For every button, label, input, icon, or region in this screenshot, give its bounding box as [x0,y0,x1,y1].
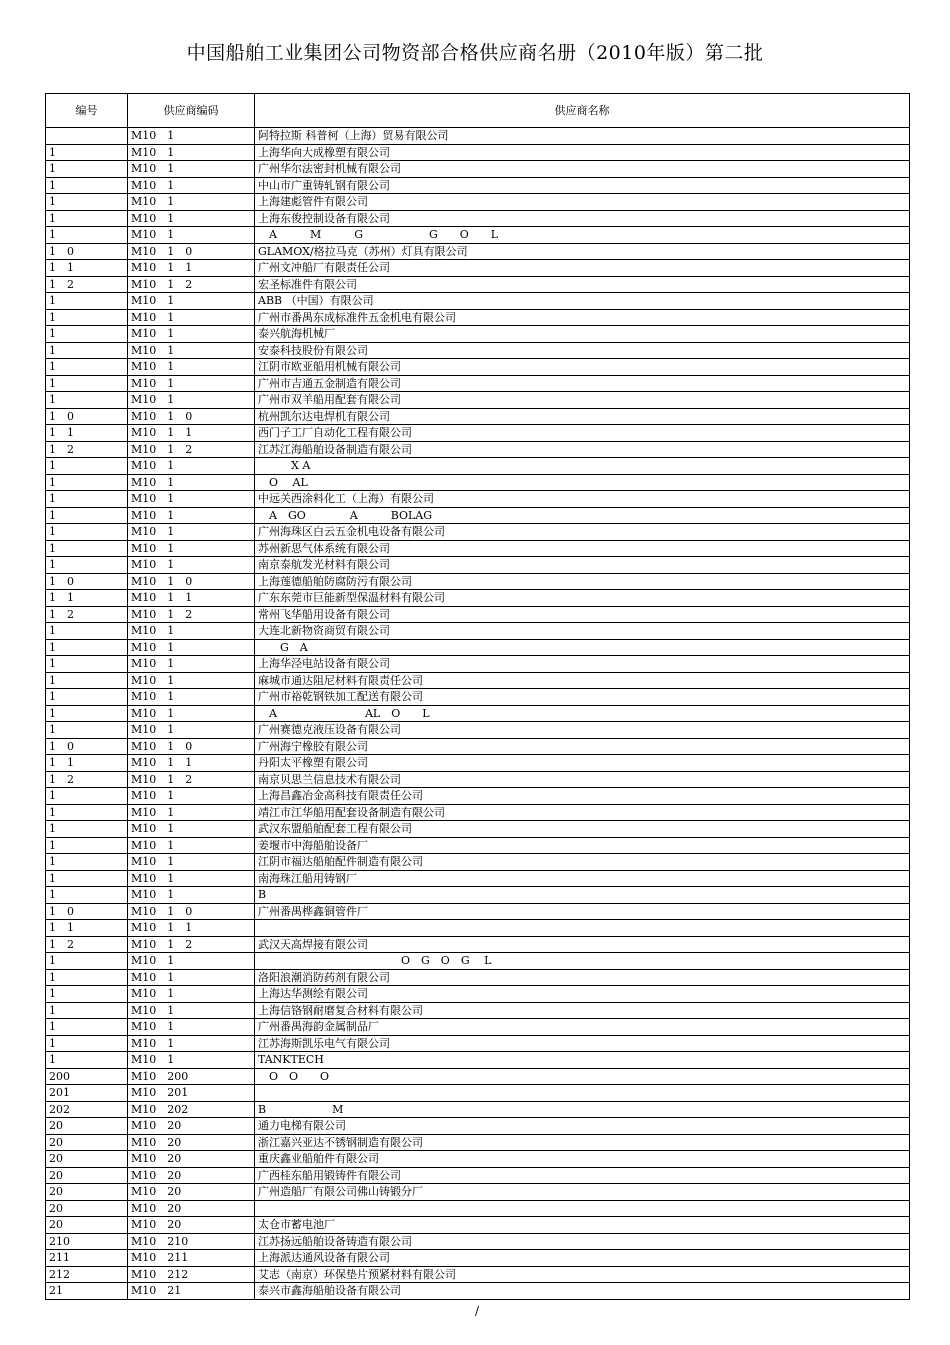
supplier-table [45,93,910,1300]
cell-name: 广东东莞市巨能新型保温材料有限公司 [255,590,910,607]
table-row [46,293,910,310]
table-row [46,194,910,211]
cell-name: B [255,887,910,904]
cell-code: M10 1 [128,953,255,970]
cell-code: M10 1 [128,524,255,541]
cell-code: M10 20 [128,1217,255,1234]
cell-name: 广州番禺海韵金属制品厂 [255,1019,910,1036]
cell-code: M10 1 2 [128,606,255,623]
cell-code: M10 1 1 [128,425,255,442]
cell-id: 1 [46,194,128,211]
cell-name: 麻城市通达阻尼材料有限责任公司 [255,672,910,689]
table-row [46,392,910,409]
table-row [46,1035,910,1052]
cell-id: 1 [46,1052,128,1069]
cell-id: 1 2 [46,936,128,953]
table-row [46,375,910,392]
cell-code: M10 20 [128,1118,255,1135]
table-row [46,128,910,145]
cell-id: 1 [46,342,128,359]
table-row [46,425,910,442]
cell-code: M10 1 [128,623,255,640]
table-row [46,1283,910,1300]
cell-name: 中远关西涂料化工（上海）有限公司 [255,491,910,508]
cell-id: 202 [46,1101,128,1118]
table-row [46,260,910,277]
cell-id: 1 [46,144,128,161]
cell-id: 1 [46,656,128,673]
cell-id: 1 [46,491,128,508]
cell-code: M10 1 [128,1035,255,1052]
cell-id: 200 [46,1068,128,1085]
cell-code: M10 1 [128,326,255,343]
cell-id: 1 1 [46,920,128,937]
table-row [46,953,910,970]
table-row [46,458,910,475]
cell-code: M10 1 1 [128,260,255,277]
cell-id: 1 [46,540,128,557]
cell-id: 1 1 [46,590,128,607]
cell-code: M10 1 [128,507,255,524]
cell-name: TANKTECH [255,1052,910,1069]
cell-id: 20 [46,1217,128,1234]
cell-name: 武汉东盟船舶配套工程有限公司 [255,821,910,838]
cell-code: M10 20 [128,1200,255,1217]
cell-name: 广州番禺桦鑫铜管件厂 [255,903,910,920]
table-row [46,144,910,161]
cell-id: 1 0 [46,243,128,260]
cell-id: 1 1 [46,755,128,772]
cell-code: M10 200 [128,1068,255,1085]
cell-id: 1 [46,953,128,970]
cell-name: 中山市广重铸轧钢有限公司 [255,177,910,194]
table-row [46,903,910,920]
cell-id: 1 1 [46,425,128,442]
cell-code: M10 1 [128,540,255,557]
cell-code: M10 1 [128,227,255,244]
cell-code: M10 1 [128,342,255,359]
header-name: 供应商名称 [255,94,910,128]
table-row [46,177,910,194]
table-row [46,276,910,293]
cell-code: M10 1 0 [128,738,255,755]
table-row [46,1217,910,1234]
cell-code: M10 1 [128,458,255,475]
cell-name: 浙江嘉兴亚达不锈钢制造有限公司 [255,1134,910,1151]
cell-code: M10 1 [128,854,255,871]
cell-code: M10 1 [128,177,255,194]
cell-code: M10 1 [128,557,255,574]
cell-name: 西门子工厂自动化工程有限公司 [255,425,910,442]
table-row [46,722,910,739]
cell-name: 广州市双羊船用配套有限公司 [255,392,910,409]
cell-id: 201 [46,1085,128,1102]
cell-name: A M G G O L [255,227,910,244]
cell-id: 1 [46,227,128,244]
cell-code: M10 1 [128,672,255,689]
table-row [46,705,910,722]
cell-name: 广州赛德克液压设备有限公司 [255,722,910,739]
cell-id: 20 [46,1200,128,1217]
cell-code: M10 1 2 [128,771,255,788]
cell-name: A GO A BOLAG [255,507,910,524]
table-row [46,1134,910,1151]
cell-id: 1 2 [46,606,128,623]
cell-code: M10 1 [128,194,255,211]
cell-id: 20 [46,1184,128,1201]
cell-code: M10 1 [128,788,255,805]
cell-code: M10 1 [128,705,255,722]
cell-code: M10 212 [128,1266,255,1283]
cell-id: 1 [46,837,128,854]
cell-name: 太仓市蓄电池厂 [255,1217,910,1234]
cell-code: M10 1 [128,144,255,161]
cell-code: M10 1 [128,375,255,392]
table-row [46,854,910,871]
cell-id: 1 [46,870,128,887]
table-row [46,672,910,689]
cell-code: M10 1 [128,128,255,145]
cell-name: 广州市吉通五金制造有限公司 [255,375,910,392]
cell-id: 1 [46,524,128,541]
cell-name [255,1200,910,1217]
table-row [46,1167,910,1184]
table-row [46,210,910,227]
table-row [46,342,910,359]
table-row [46,738,910,755]
cell-code: M10 1 [128,210,255,227]
table-row [46,870,910,887]
cell-code: M10 1 [128,359,255,376]
table-row [46,1085,910,1102]
cell-id: 1 [46,293,128,310]
cell-name: 姜堰市中海船舶设备厂 [255,837,910,854]
table-row [46,821,910,838]
cell-name: 江阴市福达船舶配件制造有限公司 [255,854,910,871]
table-row [46,359,910,376]
table-row [46,474,910,491]
cell-name: 江苏海斯凯乐电气有限公司 [255,1035,910,1052]
table-row [46,1250,910,1267]
table-row [46,1019,910,1036]
cell-name: GLAMOX/格拉马克（苏州）灯具有限公司 [255,243,910,260]
cell-name: 常州飞华船用设备有限公司 [255,606,910,623]
cell-code: M10 1 [128,804,255,821]
cell-id: 1 [46,507,128,524]
cell-code: M10 1 [128,969,255,986]
cell-name: 洛阳浪潮消防药剂有限公司 [255,969,910,986]
header-id: 编号 [46,94,128,128]
table-row [46,507,910,524]
cell-id: 1 [46,458,128,475]
table-row [46,326,910,343]
cell-name: B M [255,1101,910,1118]
cell-code: M10 20 [128,1151,255,1168]
cell-name: 安泰科技股份有限公司 [255,342,910,359]
cell-code: M10 1 [128,491,255,508]
cell-code: M10 20 [128,1167,255,1184]
cell-id: 1 [46,705,128,722]
cell-name: 江苏扬远船舶设备铸造有限公司 [255,1233,910,1250]
cell-name: 大连北新物资商贸有限公司 [255,623,910,640]
table-row [46,804,910,821]
cell-name: 广州市裕乾钢铁加工配送有限公司 [255,689,910,706]
cell-name: 通力电梯有限公司 [255,1118,910,1135]
cell-code: M10 202 [128,1101,255,1118]
cell-id: 1 0 [46,903,128,920]
cell-code: M10 1 [128,1002,255,1019]
table-row [46,986,910,1003]
cell-code: M10 1 [128,656,255,673]
cell-name: 上海莲德船舶防腐防污有限公司 [255,573,910,590]
table-row [46,689,910,706]
table-row [46,656,910,673]
table-row [46,227,910,244]
cell-code: M10 1 [128,821,255,838]
cell-name: 杭州凯尔达电焊机有限公司 [255,408,910,425]
cell-id: 1 [46,177,128,194]
cell-name: 南海珠江船用铸钢厂 [255,870,910,887]
table-row [46,755,910,772]
table-row [46,441,910,458]
cell-code: M10 1 [128,870,255,887]
cell-name: X A [255,458,910,475]
table-row [46,1068,910,1085]
cell-name: O O O [255,1068,910,1085]
cell-code: M10 1 [128,293,255,310]
cell-code: M10 1 0 [128,408,255,425]
cell-id: 20 [46,1151,128,1168]
cell-name: 广州海珠区白云五金机电设备有限公司 [255,524,910,541]
cell-name: 上海派达通风设备有限公司 [255,1250,910,1267]
cell-code: M10 1 2 [128,936,255,953]
cell-id: 1 [46,639,128,656]
cell-id: 1 0 [46,408,128,425]
cell-id: 211 [46,1250,128,1267]
cell-id: 1 [46,689,128,706]
cell-code: M10 201 [128,1085,255,1102]
cell-name: 艾志（南京）环保垫片预紧材料有限公司 [255,1266,910,1283]
cell-name [255,920,910,937]
cell-id: 20 [46,1167,128,1184]
cell-name: 丹阳太平橡塑有限公司 [255,755,910,772]
cell-name: 苏州新思气体系统有限公司 [255,540,910,557]
cell-id: 1 [46,821,128,838]
cell-name [255,1085,910,1102]
cell-name: 武汉天高焊接有限公司 [255,936,910,953]
table-row [46,491,910,508]
cell-code: M10 1 0 [128,903,255,920]
cell-name: 阿特拉斯 科普柯（上海）贸易有限公司 [255,128,910,145]
cell-id: 1 [46,722,128,739]
table-row [46,887,910,904]
cell-name: O AL [255,474,910,491]
cell-id: 1 [46,969,128,986]
cell-code: M10 20 [128,1134,255,1151]
cell-name: 广西桂东船用锻铸件有限公司 [255,1167,910,1184]
cell-id: 1 [46,210,128,227]
cell-name: 上海信铬钢耐磨复合材料有限公司 [255,1002,910,1019]
cell-code: M10 1 0 [128,573,255,590]
table-row [46,573,910,590]
table-row [46,1052,910,1069]
cell-code: M10 211 [128,1250,255,1267]
table-row [46,590,910,607]
cell-name: 江苏江海船舶设备制造有限公司 [255,441,910,458]
table-row [46,557,910,574]
cell-id: 1 [46,986,128,1003]
cell-id: 1 2 [46,276,128,293]
page-footer: / [475,1304,480,1318]
cell-id: 1 [46,672,128,689]
cell-code: M10 1 1 [128,920,255,937]
cell-name: 广州市番禺东成标准件五金机电有限公司 [255,309,910,326]
table-row [46,1101,910,1118]
cell-id: 1 [46,1002,128,1019]
cell-code: M10 1 [128,474,255,491]
cell-name: 江阴市欧亚船用机械有限公司 [255,359,910,376]
cell-id: 1 [46,804,128,821]
table-row [46,524,910,541]
cell-name: 上海达华测绘有限公司 [255,986,910,1003]
cell-id: 1 [46,788,128,805]
cell-code: M10 1 [128,837,255,854]
table-header-row [46,94,910,128]
table-row [46,243,910,260]
cell-name: 广州造船厂有限公司佛山铸锻分厂 [255,1184,910,1201]
table-row [46,639,910,656]
cell-name: 上海建彪管件有限公司 [255,194,910,211]
cell-name: 上海昌鑫冶金高科技有限责任公司 [255,788,910,805]
cell-name: 上海东俊控制设备有限公司 [255,210,910,227]
cell-code: M10 1 1 [128,590,255,607]
table-row [46,1200,910,1217]
cell-name: 广州海宁橡胶有限公司 [255,738,910,755]
table-row [46,1002,910,1019]
cell-code: M10 21 [128,1283,255,1300]
table-row [46,771,910,788]
cell-code: M10 210 [128,1233,255,1250]
table-row [46,936,910,953]
cell-id: 1 [46,161,128,178]
cell-code: M10 1 2 [128,276,255,293]
cell-code: M10 1 [128,392,255,409]
cell-name: 南京贝思兰信息技术有限公司 [255,771,910,788]
table-row [46,920,910,937]
cell-code: M10 1 [128,161,255,178]
cell-code: M10 1 [128,639,255,656]
table-row [46,309,910,326]
cell-code: M10 1 [128,887,255,904]
table-row [46,1233,910,1250]
cell-id: 1 [46,359,128,376]
cell-name: O G O G L [255,953,910,970]
cell-name: 上海华向大成橡塑有限公司 [255,144,910,161]
cell-code: M10 1 [128,722,255,739]
table-row [46,1151,910,1168]
cell-name: ABB （中国）有限公司 [255,293,910,310]
table-row [46,837,910,854]
cell-id: 210 [46,1233,128,1250]
cell-id: 1 [46,1019,128,1036]
cell-id: 1 [46,392,128,409]
table-row [46,623,910,640]
cell-name: 上海华泾电站设备有限公司 [255,656,910,673]
table-row [46,969,910,986]
cell-name: 广州华尔法密封机械有限公司 [255,161,910,178]
cell-code: M10 1 0 [128,243,255,260]
cell-name: 泰兴航海机械厂 [255,326,910,343]
table-row [46,408,910,425]
cell-code: M10 1 [128,986,255,1003]
cell-id: 1 [46,557,128,574]
table-row [46,1118,910,1135]
cell-id: 1 2 [46,441,128,458]
table-row [46,788,910,805]
cell-id: 1 [46,1035,128,1052]
cell-name: 广州文冲船厂有限责任公司 [255,260,910,277]
cell-id: 1 [46,375,128,392]
cell-code: M10 20 [128,1184,255,1201]
cell-id: 1 0 [46,738,128,755]
cell-id [46,128,128,145]
cell-id: 21 [46,1283,128,1300]
cell-id: 212 [46,1266,128,1283]
page-title: 中国船舶工业集团公司物资部合格供应商名册（2010年版）第二批 [186,42,764,64]
cell-name: 南京泰航发光材料有限公司 [255,557,910,574]
table-row [46,1266,910,1283]
cell-id: 1 [46,474,128,491]
table-row [46,606,910,623]
cell-id: 1 [46,326,128,343]
cell-code: M10 1 1 [128,755,255,772]
header-code: 供应商编码 [128,94,255,128]
cell-id: 1 [46,854,128,871]
cell-id: 1 0 [46,573,128,590]
cell-code: M10 1 2 [128,441,255,458]
cell-code: M10 1 [128,1019,255,1036]
cell-name: A AL O L [255,705,910,722]
table-row [46,161,910,178]
cell-id: 1 [46,887,128,904]
cell-code: M10 1 [128,689,255,706]
cell-id: 1 [46,623,128,640]
table-row [46,1184,910,1201]
cell-id: 20 [46,1134,128,1151]
cell-code: M10 1 [128,309,255,326]
cell-name: 宏圣标准件有限公司 [255,276,910,293]
cell-id: 20 [46,1118,128,1135]
cell-name: 泰兴市鑫海船舶设备有限公司 [255,1283,910,1300]
cell-id: 1 1 [46,260,128,277]
cell-name: 靖江市江华船用配套设备制造有限公司 [255,804,910,821]
cell-id: 1 2 [46,771,128,788]
cell-name: 重庆鑫业船舶件有限公司 [255,1151,910,1168]
cell-code: M10 1 [128,1052,255,1069]
cell-name: G A [255,639,910,656]
cell-id: 1 [46,309,128,326]
table-row [46,540,910,557]
